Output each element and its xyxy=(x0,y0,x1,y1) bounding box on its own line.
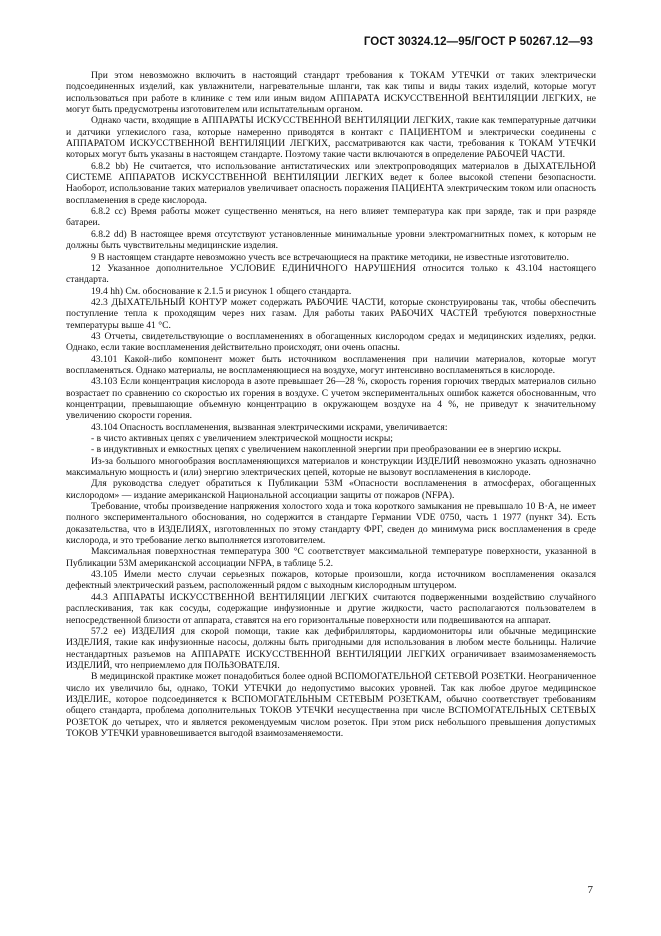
paragraph: 6.8.2 dd) В настоящее время отсутствуют установленные минимальные уровни электромагнитных помех, к которым не должны быть чувствительны медицинские изделия. xyxy=(66,228,596,252)
paragraph: 6.8.2 cc) Время работы может существенно меняться, на него влияет температура как при заряде, так и при разряде батареи. xyxy=(66,206,596,229)
paragraph: 43.103 Если концентрация кислорода в азоте превышает 26—28 %, скорость горения горючих твердых материалов сильно возрастает по сравнению со скоростью их горения в воздухе. С учетом экспериментальных ошибок кажется обоснованным, что концентрации, превышающие объемную концентрацию в окружающем воздухе на 4 %, не приведут к значительному увеличению скорости горения. xyxy=(66,376,596,422)
list-item: - в индуктивных и емкостных цепях с увеличением накопленной энергии при преобразовании ее в энергию искры. xyxy=(91,444,562,456)
paragraph: Однако части, входящие в АППАРАТЫ ИСКУССТВЕННОЙ ВЕНТИЛЯЦИИ ЛЕГКИХ, такие как температурные датчики и датчики углекислого газа, которые намеренно приводятся в контакт с ПАЦИЕНТОМ и электрически соединены с АППАРАТОМ ИСКУССТВЕННОЙ ВЕНТИЛЯЦИИ ЛЕГКИХ, рассматриваются как части, требования к ТОКАМ УТЕЧКИ которых могут быть указаны в настоящем стандарте. Поэтому такие части включаются в определение РАБОЧЕЙ ЧАСТИ. xyxy=(66,115,596,161)
paragraph: 44.3 АППАРАТЫ ИСКУССТВЕННОЙ ВЕНТИЛЯЦИИ ЛЕГКИХ считаются подверженными воздействию случайного расплескивания, так как сосуды, содержащие инфузионные и другие жидкости, часто располагаются пользователем в непосредственной близости от аппарата, ставятся на его горизонтальные поверхности или подвешиваются на аппарат. xyxy=(66,591,596,626)
paragraph: 43 Отчеты, свидетельствующие о воспламенениях в обогащенных кислородом средах и медицинских изделиях, редки. Однако, если такие воспламенения действительно происходят, они очень опасны. xyxy=(66,330,596,354)
paragraph: 57.2 ee) ИЗДЕЛИЯ для скорой помощи, такие как дефибрилляторы, кардиомониторы или обычные медицинские ИЗДЕЛИЯ, такие как инфузионные насосы, должны быть пригодными для использования в любом месте больницы. Наличие нестандартных разъемов на АППАРАТЕ ИСКУССТВЕННОЙ ВЕНТИЛЯЦИИ ЛЕГКИХ ограничивает взаимозаменяемость ИЗДЕЛИЙ, что неприемлемо для ПОЛЬЗОВАТЕЛЯ. xyxy=(66,625,596,671)
paragraph: 43.101 Какой-либо компонент может быть источником воспламенения при наличии материалов, которые могут воспламеняться. Однако материалы, не воспламеняющиеся на воздухе, могут интенсивно воспламеняться в кислороде. xyxy=(66,353,596,376)
paragraph: 9 В настоящем стандарте невозможно учесть все встречающиеся на практике методики, не известные изготовителю. xyxy=(91,251,569,263)
paragraph: 43.104 Опасность воспламенения, вызванная электрическими искрами, увеличивается: xyxy=(91,421,448,433)
paragraph: 12 Указанное дополнительное УСЛОВИЕ ЕДИНИЧНОГО НАРУШЕНИЯ относится только к 43.104 настоящего стандарта. xyxy=(66,262,596,286)
paragraph: В медицинской практике может понадобиться более одной ВСПОМОГАТЕЛЬНОЙ СЕТЕВОЙ РОЗЕТКИ. Неограниченное число их увеличило бы, однако, ТОКИ УТЕЧКИ до недопустимо высоких уровней. Так как любое другое медицинское ИЗДЕЛИЕ, которое подсоединяется к ВСПОМОГАТЕЛЬНЫМ СЕТЕВЫМ РОЗЕТКАМ, обычно соответствует требованиям общего стандарта, проблема дополнительных ТОКОВ УТЕЧКИ несущественна при числе ВСПОМОГАТЕЛЬНЫХ СЕТЕВЫХ РОЗЕТОК до четырех, что и является рекомендуемым числом розеток. При этом риск небольшого превышения допустимых ТОКОВ УТЕЧКИ уравновешивается выгодой взаимозаменяемости. xyxy=(66,671,596,739)
paragraph: Максимальная поверхностная температура 300 °С соответствует максимальной температуре поверхности, указанной в Публикации 53М американской ассоциации NFPA, в таблице 5.2. xyxy=(66,546,596,569)
page-number: 7 xyxy=(587,884,593,896)
paragraph: При этом невозможно включить в настоящий стандарт требования к ТОКАМ УТЕЧКИ от таких электрически подсоединенных изделий, как увлажнители, нагревательные шланги, так как типы и виды таких изделий, которые могут использоваться при работе в клинике с тем или иным видом АППАРАТА ИСКУССТВЕННОЙ ВЕНТИЛЯЦИИ ЛЕГКИХ, не могут быть предусмотрены изготовителем или испытательным органом. xyxy=(66,70,596,116)
paragraph: 6.8.2 bb) Не считается, что использование антистатических или электропроводящих материалов в ДЫХАТЕЛЬНОЙ СИСТЕМЕ АППАРАТОВ ИСКУССТВЕННОЙ ВЕНТИЛЯЦИИ ЛЕГКИХ ведет к более высокой степени безопасности. Наоборот, использование таких материалов увеличивает опасность поражения ПАЦИЕНТА электрическим током или опасность воспламенения в среде кислорода. xyxy=(66,160,596,206)
list-item: - в чисто активных цепях с увеличением электрической мощности искры; xyxy=(91,433,393,444)
paragraph: 19.4 hh) См. обоснование к 2.1.5 и рисунок 1 общего стандарта. xyxy=(91,285,352,297)
paragraph: 43.105 Имели место случаи серьезных пожаров, которые произошли, когда источником воспламенения оказался дефектный электрический разъем, расположенный рядом с выходным кислородным штуцером. xyxy=(66,569,596,592)
document-body xyxy=(66,70,596,739)
paragraph: Для руководства следует обратиться к Публикации 53М «Опасности воспламенения в атмосферах, обогащенных кислородом» — издание американской Национальной ассоциации защиты от пожаров (NFPA). xyxy=(66,478,596,501)
paragraph: 42.3 ДЫХАТЕЛЬНЫЙ КОНТУР может содержать РАБОЧИЕ ЧАСТИ, которые сконструированы так, чтобы обеспечить поступление тепла к проходящим через них газам. Для работы таких РАБОЧИХ ЧАСТЕЙ требуются поверхностные температуры выше 41 °С. xyxy=(66,296,596,331)
paragraph: Требование, чтобы произведение напряжения холостого хода и тока короткого замыкания не превышало 10 В·А, не имеет полного экспериментального обоснования, но содержится в стандарте Германии VDE 0750, часть 1 1977 (пункт 34). Есть доказательства, что в ИЗДЕЛИЯХ, изготовленных по этому стандарту ФРГ, сведен до минимума риск воспламенения в среде кислорода, и это требование легко выполняется изготовителем. xyxy=(66,501,596,547)
standard-header: ГОСТ 30324.12—95/ГОСТ Р 50267.12—93 xyxy=(363,36,593,48)
paragraph: Из-за большого многообразия воспламеняющихся материалов и конструкции ИЗДЕЛИЙ невозможно указать однозначно максимальную мощность и (или) энергию электрических цепей, которые не вызовут воспламенения в кислороде. xyxy=(66,455,596,479)
